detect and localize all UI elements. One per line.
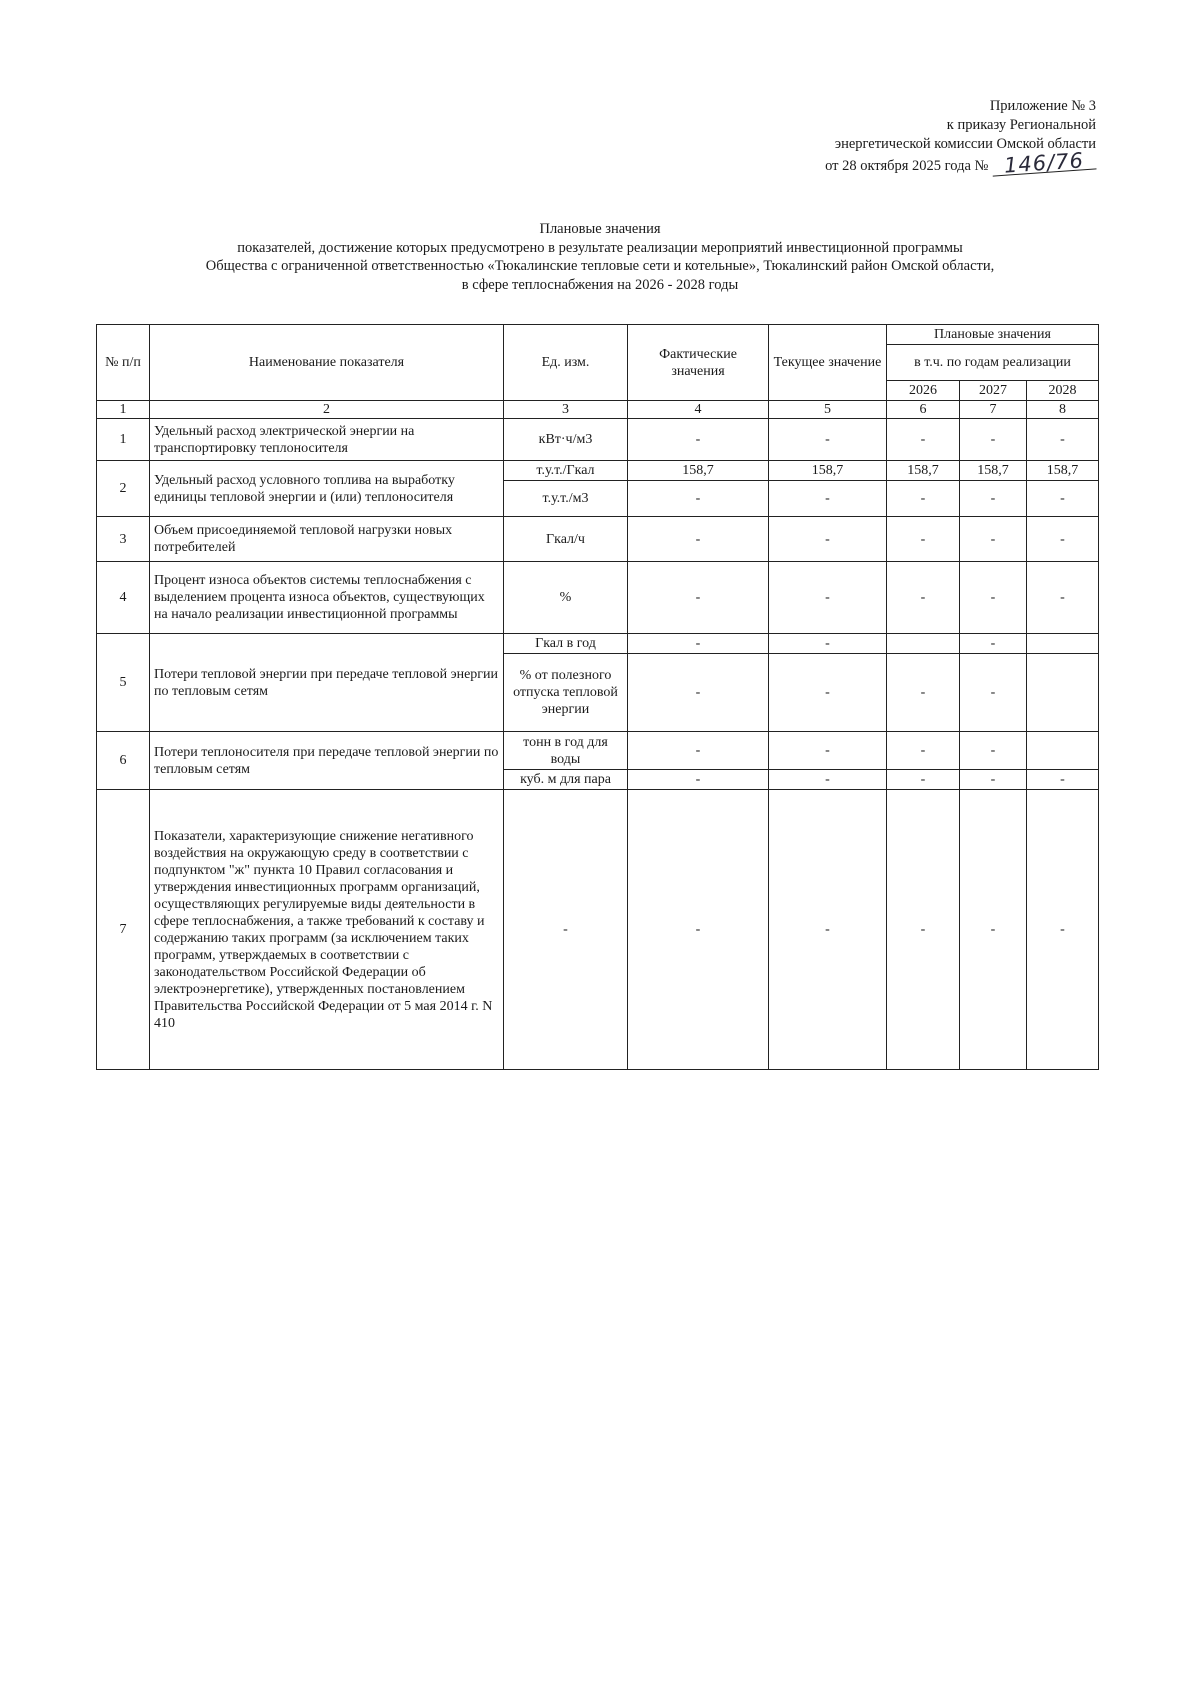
value-cell: - bbox=[628, 517, 769, 562]
value-cell: - bbox=[1027, 517, 1099, 562]
row-number: 3 bbox=[97, 517, 150, 562]
unit-cell: кВт·ч/м3 bbox=[504, 419, 628, 461]
value-cell: - bbox=[1027, 481, 1099, 517]
header-unit: Ед. изм. bbox=[504, 325, 628, 401]
title-line-2: показателей, достижение которых предусмотрено в результате реализации мероприятий инвестиционной программы bbox=[237, 239, 963, 256]
value-cell: 158,7 bbox=[1027, 461, 1099, 481]
value-cell: - bbox=[960, 634, 1027, 654]
column-number-cell: 6 bbox=[887, 401, 960, 419]
value-cell: - bbox=[960, 790, 1027, 1070]
indicator-name: Удельный расход электрической энергии на транспортировку теплоносителя bbox=[150, 419, 504, 461]
header-planned: Плановые значения bbox=[887, 325, 1099, 345]
value-cell: - bbox=[769, 517, 887, 562]
unit-cell: т.у.т./Гкал bbox=[504, 461, 628, 481]
header-year-2026: 2026 bbox=[887, 381, 960, 401]
unit-cell: % от полезного отпуска тепловой энергии bbox=[504, 654, 628, 732]
value-cell: - bbox=[960, 770, 1027, 790]
value-cell: - bbox=[1027, 562, 1099, 634]
value-cell: - bbox=[628, 732, 769, 770]
header-actual: Фактические значения bbox=[628, 325, 769, 401]
value-cell: - bbox=[769, 419, 887, 461]
table-row bbox=[97, 732, 1099, 770]
value-cell: - bbox=[887, 790, 960, 1070]
unit-cell: Гкал в год bbox=[504, 634, 628, 654]
value-cell: - bbox=[769, 481, 887, 517]
unit-cell: куб. м для пара bbox=[504, 770, 628, 790]
value-cell: - bbox=[628, 770, 769, 790]
value-cell: - bbox=[628, 790, 769, 1070]
row-number: 6 bbox=[97, 732, 150, 790]
header-by-years: в т.ч. по годам реализации bbox=[887, 345, 1099, 381]
header-name: Наименование показателя bbox=[150, 325, 504, 401]
value-cell: - bbox=[628, 654, 769, 732]
unit-cell: - bbox=[504, 790, 628, 1070]
title-line-3: Общества с ограниченной ответственностью «Тюкалинские тепловые сети и котельные», Тюкалинский район Омской области, bbox=[205, 258, 995, 274]
value-cell: - bbox=[769, 634, 887, 654]
value-cell: - bbox=[887, 654, 960, 732]
value-cell: - bbox=[887, 419, 960, 461]
table-row bbox=[97, 634, 1099, 654]
value-cell: - bbox=[960, 654, 1027, 732]
value-cell: - bbox=[628, 419, 769, 461]
value-cell: 158,7 bbox=[769, 461, 887, 481]
unit-cell: т.у.т./м3 bbox=[504, 481, 628, 517]
unit-cell: тонн в год для воды bbox=[504, 732, 628, 770]
row-number: 1 bbox=[97, 419, 150, 461]
table-row bbox=[97, 517, 1099, 562]
value-cell: - bbox=[960, 517, 1027, 562]
table-row bbox=[97, 562, 1099, 634]
column-number-cell: 5 bbox=[769, 401, 887, 419]
value-cell: - bbox=[1027, 770, 1099, 790]
value-cell: - bbox=[887, 770, 960, 790]
appendix-line-2: к приказу Региональной bbox=[946, 117, 1096, 133]
value-cell: - bbox=[628, 634, 769, 654]
appendix-header bbox=[825, 97, 1096, 176]
document-title bbox=[0, 220, 1200, 294]
value-cell: - bbox=[887, 562, 960, 634]
value-cell bbox=[1027, 732, 1099, 770]
header-year-2027: 2027 bbox=[960, 381, 1027, 401]
appendix-line-3: энергетической комиссии Омской области bbox=[834, 136, 1096, 152]
value-cell bbox=[1027, 654, 1099, 732]
row-number: 5 bbox=[97, 634, 150, 732]
column-number-cell: 3 bbox=[504, 401, 628, 419]
header-current: Текущее значение bbox=[769, 325, 887, 401]
indicator-name: Показатели, характеризующие снижение негативного воздействия на окружающую среду в соответствии с подпунктом "ж" пункта 10 Правил согласования и утверждения инвестиционных программ организаций, осуществляющих регулируемые виды деятельности в сфере теплоснабжения, а также требований к составу и содержанию таких программ (за исключением таких программ, утверждаемых в соответствии с законодательством Российской Федерации об электроэнергетике), утвержденных постановлением Правительства Российской Федерации от 5 мая 2014 г. N 410 bbox=[150, 790, 504, 1070]
value-cell: - bbox=[628, 562, 769, 634]
value-cell: - bbox=[960, 419, 1027, 461]
value-cell: - bbox=[769, 562, 887, 634]
table-body bbox=[97, 401, 1099, 1070]
indicator-name: Потери теплоносителя при передаче тепловой энергии по тепловым сетям bbox=[150, 732, 504, 790]
value-cell bbox=[1027, 634, 1099, 654]
indicator-name: Удельный расход условного топлива на выработку единицы тепловой энергии и (или) теплоносителя bbox=[150, 461, 504, 517]
indicator-name: Объем присоединяемой тепловой нагрузки новых потребителей bbox=[150, 517, 504, 562]
column-number-cell: 7 bbox=[960, 401, 1027, 419]
appendix-order-line bbox=[825, 148, 1096, 178]
header-num: № п/п bbox=[97, 325, 150, 401]
value-cell: - bbox=[769, 770, 887, 790]
header-year-2028: 2028 bbox=[1027, 381, 1099, 401]
value-cell: - bbox=[960, 732, 1027, 770]
value-cell: - bbox=[887, 481, 960, 517]
indicator-name: Потери тепловой энергии при передаче тепловой энергии по тепловым сетям bbox=[150, 634, 504, 732]
column-number-cell: 8 bbox=[1027, 401, 1099, 419]
value-cell: - bbox=[769, 732, 887, 770]
appendix-line-1: Приложение № 3 bbox=[989, 98, 1096, 114]
value-cell: 158,7 bbox=[960, 461, 1027, 481]
column-number-cell: 1 bbox=[97, 401, 150, 419]
appendix-order-prefix: от 28 октября 2025 года № bbox=[825, 158, 989, 174]
title-line-1: Плановые значения bbox=[539, 221, 661, 237]
table-row bbox=[97, 419, 1099, 461]
row-number: 7 bbox=[97, 790, 150, 1070]
table-row bbox=[97, 461, 1099, 481]
unit-cell: Гкал/ч bbox=[504, 517, 628, 562]
value-cell: 158,7 bbox=[887, 461, 960, 481]
value-cell: - bbox=[1027, 419, 1099, 461]
title-line-4: в сфере теплоснабжения на 2026 - 2028 годы bbox=[461, 276, 739, 293]
value-cell: - bbox=[769, 654, 887, 732]
column-number-cell: 2 bbox=[150, 401, 504, 419]
value-cell: - bbox=[1027, 790, 1099, 1070]
indicator-name: Процент износа объектов системы теплоснабжения с выделением процента износа объектов, существующих на начало реализации инвестиционной программы bbox=[150, 562, 504, 634]
unit-cell: % bbox=[504, 562, 628, 634]
table-row bbox=[97, 790, 1099, 1070]
value-cell: - bbox=[887, 517, 960, 562]
row-number: 2 bbox=[97, 461, 150, 517]
row-number: 4 bbox=[97, 562, 150, 634]
value-cell: 158,7 bbox=[628, 461, 769, 481]
value-cell: - bbox=[769, 790, 887, 1070]
value-cell: - bbox=[628, 481, 769, 517]
value-cell bbox=[887, 634, 960, 654]
value-cell: - bbox=[960, 562, 1027, 634]
value-cell: - bbox=[887, 732, 960, 770]
handwritten-order-number: 146/76 bbox=[991, 150, 1096, 176]
indicators-table bbox=[96, 324, 1099, 1070]
column-number-cell: 4 bbox=[628, 401, 769, 419]
value-cell: - bbox=[960, 481, 1027, 517]
